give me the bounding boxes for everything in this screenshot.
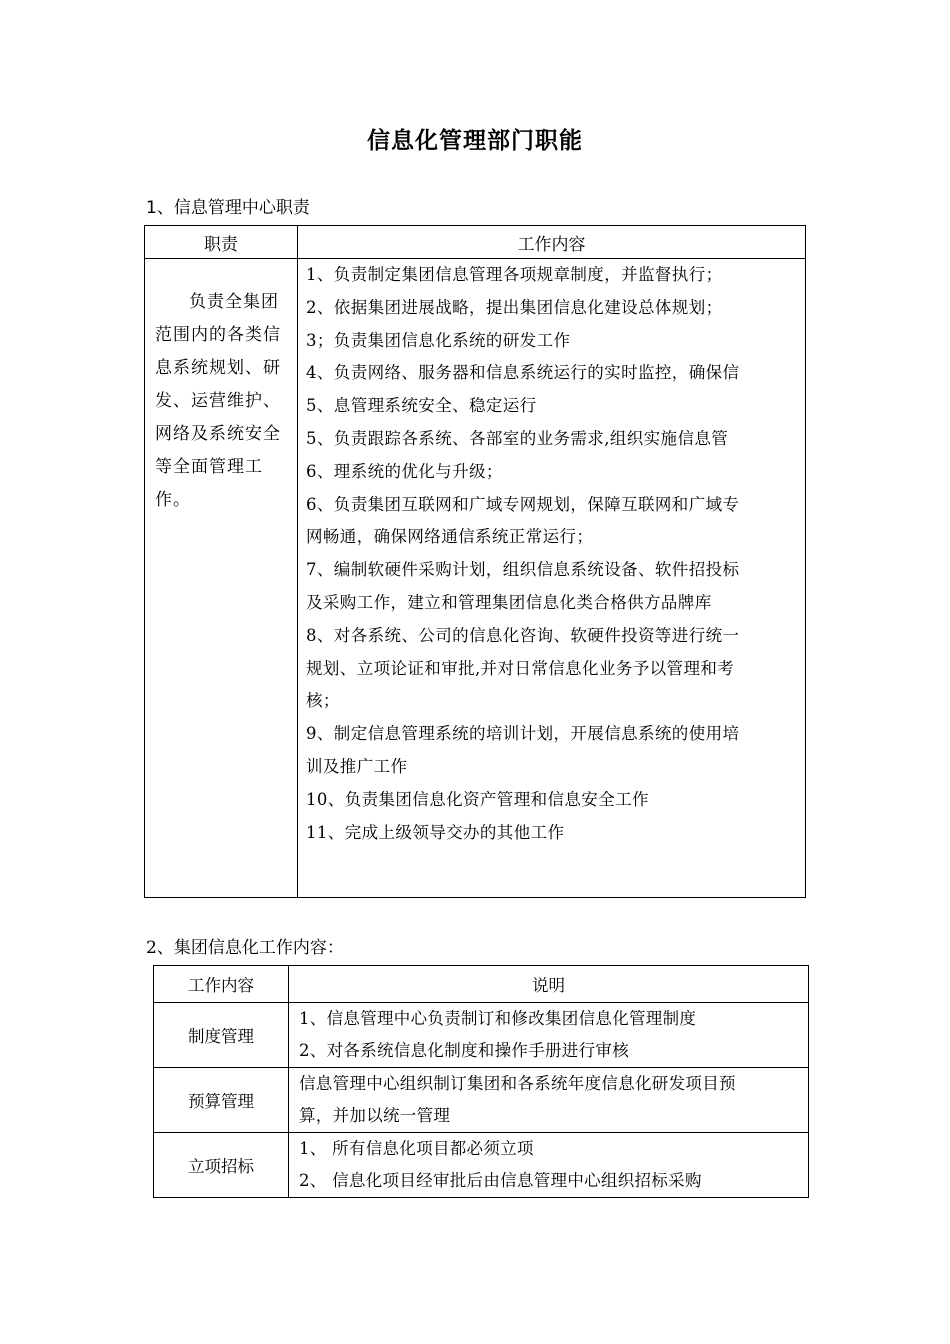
content-cell xyxy=(298,259,806,898)
list-item: 11、完成上级领导交办的其他工作 xyxy=(306,822,565,842)
table-row xyxy=(145,259,806,898)
page-title: 信息化管理部门职能 xyxy=(367,128,583,154)
section-1-heading: 1、信息管理中心职责 xyxy=(146,198,310,218)
header-item: 工作内容 xyxy=(154,966,289,1003)
table-row xyxy=(154,1003,809,1068)
list-item: 5、负责跟踪各系统、各部室的业务需求,组织实施信息管 xyxy=(306,428,729,448)
table-header-row xyxy=(145,226,806,259)
table-row xyxy=(154,1133,809,1198)
row-label: 制度管理 xyxy=(154,1003,289,1068)
description-line: 2、 信息化项目经审批后由信息管理中心组织招标采购 xyxy=(299,1171,702,1190)
duty-cell xyxy=(145,259,298,898)
list-item: 5、息管理系统安全、稳定运行 xyxy=(306,396,537,416)
duty-text: 负责全集团范围内的各类信息系统规划、研发、运营维护、网络及系统安全等全面管理工作。 xyxy=(155,292,281,510)
list-item: 网畅通，确保网络通信系统正常运行； xyxy=(306,527,594,547)
row-description xyxy=(289,1068,809,1133)
list-item: 6、理系统的优化与升级； xyxy=(306,461,503,481)
list-item: 7、编制软硬件采购计划，组织信息系统设备、软件招投标 xyxy=(306,560,740,580)
list-item: 9、制定信息管理系统的培训计划，开展信息系统的使用培 xyxy=(306,724,740,744)
list-item: 3；负责集团信息化系统的研发工作 xyxy=(306,330,571,350)
description-line: 算，并加以统一管理 xyxy=(299,1106,451,1125)
description-line: 2、对各系统信息化制度和操作手册进行审核 xyxy=(299,1041,629,1060)
responsibility-table xyxy=(144,225,806,898)
list-item: 10、负责集团信息化资产管理和信息安全工作 xyxy=(306,789,649,809)
description-line: 1、信息管理中心负责制订和修改集团信息化管理制度 xyxy=(299,1009,697,1028)
header-content: 工作内容 xyxy=(298,226,806,259)
list-item: 训及推广工作 xyxy=(306,756,408,776)
list-item: 2、依据集团进展战略，提出集团信息化建设总体规划； xyxy=(306,297,723,317)
row-description xyxy=(289,1003,809,1068)
row-label: 立项招标 xyxy=(154,1133,289,1198)
description-line: 信息管理中心组织制订集团和各系统年度信息化研发项目预 xyxy=(299,1074,736,1093)
row-description xyxy=(289,1133,809,1198)
list-item: 及采购工作，建立和管理集团信息化类合格供方品牌库 xyxy=(306,592,712,612)
list-item: 8、对各系统、公司的信息化咨询、软硬件投资等进行统一 xyxy=(306,625,740,645)
section-2-heading: 2、集团信息化工作内容： xyxy=(146,938,344,958)
list-item: 4、负责网络、服务器和信息系统运行的实时监控，确保信 xyxy=(306,363,740,383)
list-item: 1、负责制定集团信息管理各项规章制度，并监督执行； xyxy=(306,265,723,284)
description-line: 1、 所有信息化项目都必须立项 xyxy=(299,1139,534,1158)
work-content-table xyxy=(153,965,809,1198)
list-item: 规划、立项论证和审批,并对日常信息化业务予以管理和考 xyxy=(306,658,735,678)
row-label: 预算管理 xyxy=(154,1068,289,1133)
list-item: 6、负责集团互联网和广域专网规划，保障互联网和广域专 xyxy=(306,494,740,514)
table-row xyxy=(154,1068,809,1133)
content-list xyxy=(298,259,805,849)
header-duty: 职责 xyxy=(145,226,298,259)
table-header-row xyxy=(154,966,809,1003)
list-item: 核； xyxy=(306,691,340,711)
header-desc: 说明 xyxy=(289,966,809,1003)
